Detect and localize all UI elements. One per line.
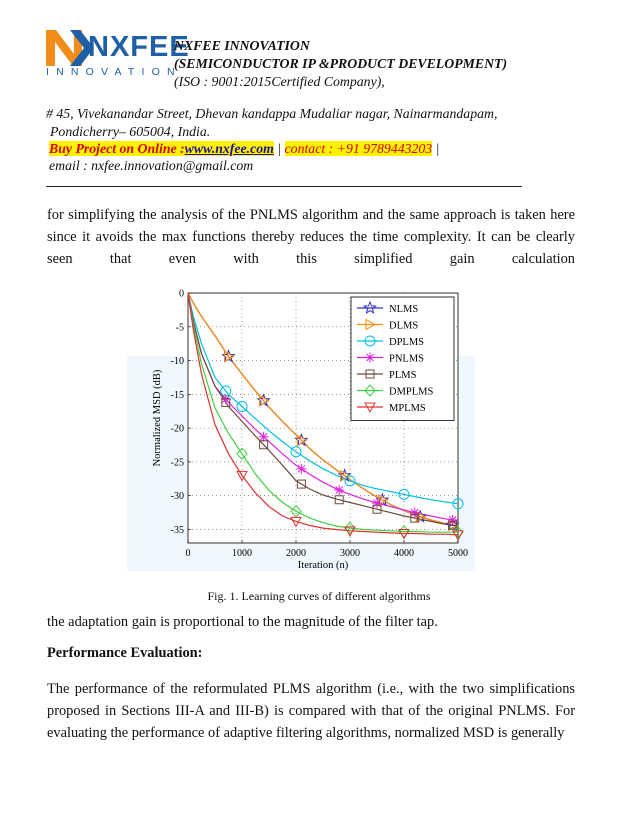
y-tick-label: -15	[170, 389, 184, 401]
x-tick-label: 5000	[448, 548, 468, 559]
buy-label: Buy Project on Online :	[49, 141, 185, 156]
contact-phone: contact : +91 9789443203	[284, 141, 433, 156]
paragraph-1	[47, 204, 575, 270]
legend-label-dlms: DLMS	[389, 320, 419, 332]
paragraph-2: the adaptation gain is proportional to the magnitude of the filter tap.	[47, 614, 438, 630]
y-axis-label: Normalized MSD (dB)	[152, 369, 163, 467]
y-tick-label: -20	[170, 423, 184, 435]
legend-label-dmplms: DMPLMS	[389, 386, 434, 398]
x-tick-label: 3000	[340, 548, 360, 559]
y-tick-label: -25	[170, 457, 184, 469]
legend-label-mplms: MPLMS	[389, 403, 426, 414]
address-line-2: Pondicherry– 605004, India.	[50, 124, 211, 139]
website-link[interactable]: www.nxfee.com	[184, 141, 274, 156]
legend-label-pnlms: PNLMS	[389, 353, 425, 365]
legend-marker-pnlms	[365, 353, 375, 363]
x-tick-label: 4000	[394, 548, 414, 559]
x-tick-label: 1000	[232, 548, 252, 559]
y-tick-label: -10	[170, 356, 184, 368]
legend-label-nlms: NLMS	[389, 304, 419, 315]
paragraph-1-text: for simplifying the analysis of the PNLMS algorithm and the same approach is taken here since it avoids the max functions thereby reduces the time complexity. It can be clearly seen that even with this simplified gain calculation	[47, 207, 575, 267]
x-axis-label: Iteration (n)	[297, 560, 349, 571]
address-line-1: # 45, Vivekanandar Street, Dhevan kandappa Mudaliar nagar, Nainarmandapam,	[46, 106, 498, 121]
company-tagline: (SEMICONDUCTOR IP &PRODUCT DEVELOPMENT)	[174, 56, 508, 71]
y-tick-label: 0	[179, 288, 184, 300]
header-divider	[46, 186, 522, 187]
section-heading: Performance Evaluation:	[47, 645, 203, 661]
y-tick-label: -5	[175, 322, 184, 334]
separator: |	[273, 141, 285, 156]
legend-label-plms: PLMS	[389, 370, 417, 381]
certification-text: (ISO : 9001:2015Certified Company),	[174, 74, 385, 89]
paragraph-3: The performance of the reformulated PLMS algorithm (i.e., with the two simplifications proposed in Sections III-A and III-B) is compared with that of the original PNLMS. For evaluating the performance of adaptive filtering algorithms, normalized MSD is generally	[47, 681, 575, 741]
legend-label-dplms: DPLMS	[389, 337, 425, 348]
logo-wordmark: NXFEE	[88, 31, 190, 63]
y-tick-label: -30	[170, 491, 184, 503]
x-tick-label: 0	[185, 548, 191, 559]
email-line: email : nxfee.innovation@gmail.com	[49, 158, 254, 173]
figure-caption: Fig. 1. Learning curves of different algorithms	[207, 589, 431, 603]
learning-curves-chart	[127, 283, 475, 583]
contact-line	[49, 141, 439, 157]
separator-trailing: |	[432, 141, 440, 156]
x-tick-label: 2000	[286, 548, 306, 559]
company-name: NXFEE INNOVATION	[174, 38, 310, 53]
y-tick-label: -35	[170, 524, 184, 536]
logo-subtext: INNOVATION	[46, 66, 182, 78]
